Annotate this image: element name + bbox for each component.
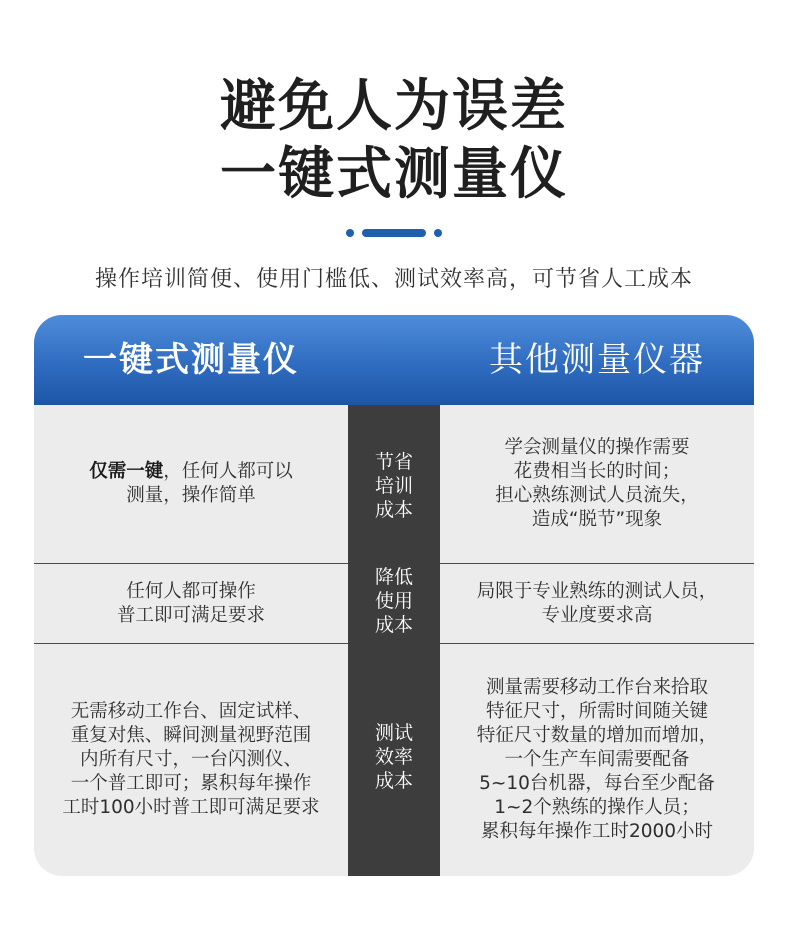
benefit-label-training: 节省 培训 成本 (374, 451, 413, 521)
page-title-line-1: 避免人为误差 (220, 74, 568, 139)
table-row-2-right (440, 564, 754, 643)
benefit-label-efficiency: 测试 效率 成本 (374, 722, 413, 792)
row-1-right-text: 学会测量仪的操作需要 花费相当长的时间； 担心熟练测试人员流失， 造成“脱节”现象 (495, 437, 699, 530)
header-other-instruments: 其他测量仪器 (489, 340, 705, 380)
divider-bar (362, 229, 426, 237)
row-2-right-text: 局限于专业熟练的测试人员， 专业度要求高 (476, 580, 718, 626)
table-row-1-right (440, 405, 754, 563)
row-1-left-text (89, 460, 293, 508)
benefit-label-usage: 降低 使用 成本 (374, 566, 413, 636)
table-row-2-left (34, 564, 348, 643)
divider-dot-left (346, 229, 354, 237)
benefit-column (348, 405, 440, 876)
page-title-line-2: 一键式测量仪 (220, 142, 568, 207)
row-1-left-rest: ，任何人都可以 测量，操作简单 (126, 461, 293, 506)
row-3-left-text: 无需移动工作台、固定试样、 重复对焦、瞬间测量视野范围 内所有尺寸，一台闪测仪、 一个普工即可；累积每年操作 工时100小时普工即可满足要求 (62, 701, 320, 818)
table-row-3-left (34, 644, 348, 876)
row-2-left-text: 任何人都可操作 普工即可满足要求 (116, 580, 265, 626)
row-1-left-bold: 仅需一键 (89, 461, 164, 482)
title-divider (0, 228, 788, 238)
table-row-1-left (34, 405, 348, 563)
divider-dot-right (434, 229, 442, 237)
table-row-3-right (440, 644, 754, 876)
header-one-key-meter: 一键式测量仪 (83, 340, 299, 380)
row-3-right-text: 测量需要移动工作台来拾取 特征尺寸，所需时间随关键 特征尺寸数量的增加而增加， 一个生产车间需要配备 5~10台机器，每台至少配备 1~2个熟练的操作人员； 累积每年操作工时2000小时 (476, 677, 718, 842)
table-header (34, 315, 754, 405)
page-subtitle: 操作培训简便、使用门槛低、测试效率高，可节省人工成本 (94, 267, 693, 292)
comparison-table (34, 315, 754, 876)
